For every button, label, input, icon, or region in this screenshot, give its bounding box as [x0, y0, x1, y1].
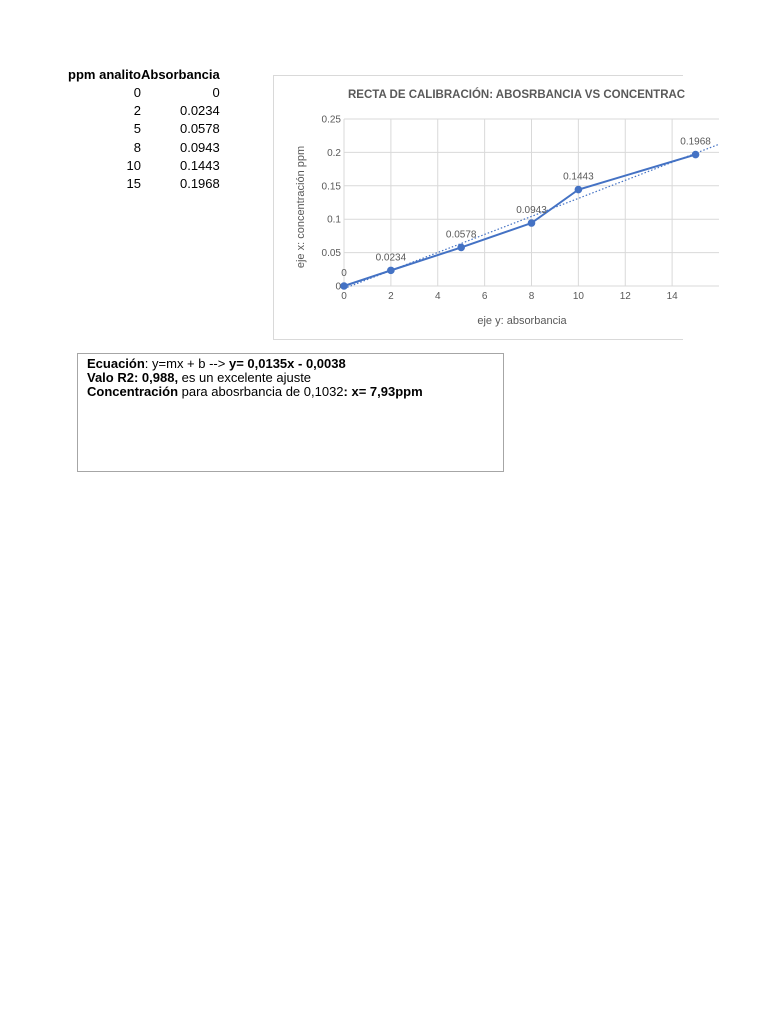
table-row	[60, 84, 220, 102]
header-absorbancia: Absorbancia	[141, 67, 220, 82]
cell-absorbancia[interactable]: 0	[212, 85, 220, 100]
cell-absorbancia[interactable]: 0.0578	[179, 121, 220, 137]
concentration-label: Concentración	[87, 384, 179, 399]
data-labels	[341, 137, 711, 279]
y-tick-label: 0.05	[321, 248, 341, 260]
y-tick-label: 0.25	[321, 114, 341, 126]
chart-frame[interactable]	[273, 75, 711, 340]
data-point[interactable]	[341, 283, 348, 290]
x-tick-label: 10	[572, 291, 584, 302]
series-line	[344, 155, 696, 286]
calibration-chart[interactable]	[274, 76, 711, 339]
cell-absorbancia[interactable]: 0.0234	[179, 103, 220, 119]
equation-line	[87, 357, 494, 371]
x-tick-label: 4	[434, 291, 441, 302]
equation-value: y= 0,0135x - 0,0038	[228, 356, 346, 371]
x-tick-label: 6	[481, 291, 488, 302]
axes	[322, 115, 679, 303]
r2-line	[87, 371, 494, 385]
y-tick-label: 0.2	[327, 147, 341, 159]
data-label: 0.0578	[445, 229, 477, 241]
table-row	[60, 157, 220, 175]
cell-absorbancia[interactable]: 0.0943	[179, 139, 220, 155]
y-tick-label: 0.1	[327, 214, 341, 226]
chart-title: RECTA DE CALIBRACIÓN: ABOSRBANCIA VS CONCENTRAC	[348, 89, 686, 101]
cell-ppm[interactable]: 2	[133, 103, 141, 119]
data-point[interactable]	[388, 267, 395, 274]
x-tick-label: 12	[619, 291, 631, 302]
concentration-result: : x= 7,93ppm	[343, 384, 423, 399]
data-point[interactable]	[528, 220, 535, 227]
cell-ppm[interactable]: 0	[133, 85, 141, 100]
data-label: 0.1443	[563, 171, 594, 183]
y-tick-label: 0.15	[321, 181, 341, 193]
data-label: 0.1968	[680, 136, 711, 148]
equation-label: Ecuación	[87, 356, 145, 371]
table-row	[60, 120, 220, 138]
x-tick-label: 0	[341, 291, 347, 302]
x-tick-label: 2	[388, 291, 394, 302]
data-point[interactable]	[458, 244, 465, 251]
cell-ppm[interactable]: 8	[133, 139, 141, 155]
cell-ppm[interactable]: 5	[133, 121, 141, 137]
cell-ppm[interactable]: 15	[126, 176, 141, 192]
table-row	[60, 139, 220, 157]
x-axis-title: eje y: absorbancia	[477, 315, 567, 327]
x-tick-label: 8	[528, 291, 535, 302]
r2-comment: es un excelente ajuste	[178, 370, 312, 385]
r2-value: Valo R2: 0,988,	[87, 370, 179, 385]
x-tick-label: 14	[666, 291, 678, 302]
data-point[interactable]	[575, 186, 582, 193]
equation-form: : y=mx + b -->	[144, 356, 229, 371]
notes-box[interactable]	[77, 353, 504, 472]
header-ppm: ppm analito	[68, 67, 141, 82]
concentration-text: para abosrbancia de 0,1032	[178, 384, 344, 399]
cell-absorbancia[interactable]: 0.1968	[179, 176, 220, 192]
concentration-line	[87, 385, 494, 399]
data-label: 0	[341, 268, 347, 279]
data-label: 0.0943	[516, 205, 547, 217]
y-tick-label: 0	[335, 281, 341, 293]
data-label: 0.0234	[375, 252, 407, 264]
series	[341, 151, 699, 289]
cell-absorbancia[interactable]: 0.1443	[179, 157, 220, 173]
y-axis-title: eje x: concentración ppm	[295, 145, 307, 269]
data-point[interactable]	[692, 151, 699, 158]
table-row	[60, 175, 220, 193]
cell-ppm[interactable]: 10	[126, 157, 141, 173]
table-header-row	[60, 66, 220, 84]
data-table	[60, 66, 220, 193]
table-row	[60, 102, 220, 120]
